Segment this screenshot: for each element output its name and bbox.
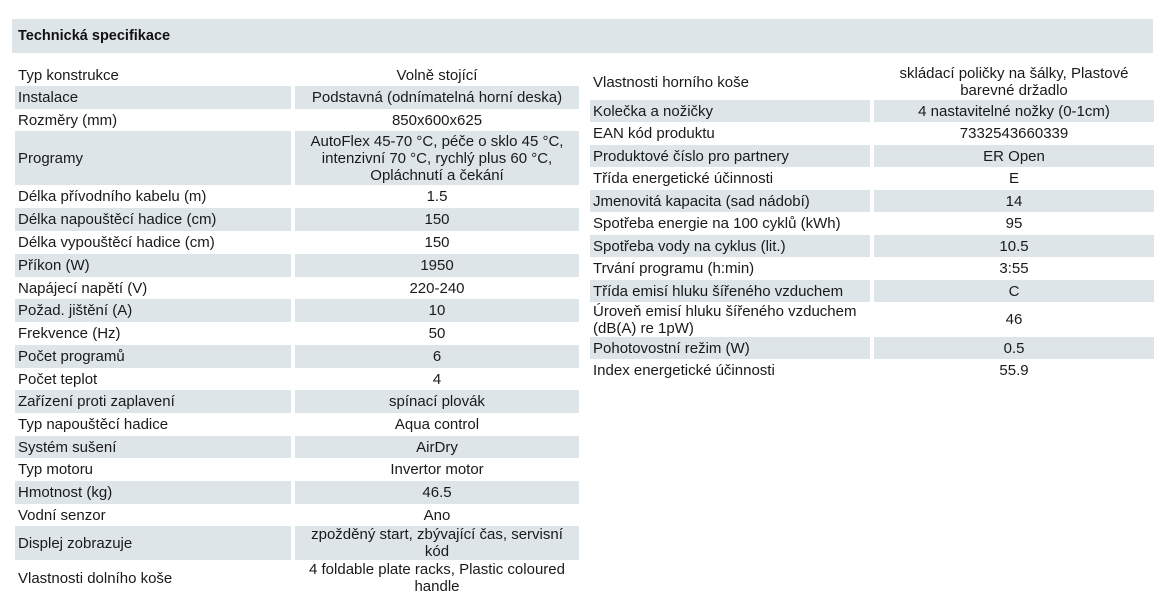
spec-value: Aqua control: [394, 416, 480, 433]
spec-value: 50: [428, 325, 446, 342]
spec-label: Programy: [15, 131, 291, 185]
spec-label: Třída emisí hluku šířeného vzduchem: [590, 280, 870, 302]
spec-label: Index energetické účinnosti: [593, 362, 775, 379]
right-spec-row: [590, 122, 1154, 145]
left-spec-row: [15, 526, 579, 560]
spec-value: 7332543660339: [959, 125, 1069, 142]
spec-label: Pohotovostní režim (W): [590, 337, 870, 359]
spec-label: Požad. jištění (A): [15, 299, 291, 322]
left-spec-row: [15, 368, 579, 390]
spec-value: Podstavná (odnímatelná horní deska): [295, 86, 579, 109]
left-spec-row: [15, 64, 579, 86]
spec-label: Instalace: [15, 86, 291, 109]
spec-label: Jmenovitá kapacita (sad nádobí): [590, 190, 870, 212]
spec-value: 10: [295, 299, 579, 322]
spec-label: Hmotnost (kg): [15, 481, 291, 504]
spec-value: 850x600x625: [391, 111, 483, 129]
spec-label: Spotřeba vody na cyklus (lit.): [590, 235, 870, 257]
spec-value: Ano: [423, 506, 451, 524]
spec-value: 150: [295, 208, 579, 231]
left-spec-row: [15, 322, 579, 345]
spec-label: EAN kód produktu: [593, 125, 715, 142]
left-spec-row: [15, 299, 579, 322]
spec-label: Úroveň emisí hluku šířeného vzduchem (dB(A) re 1pW): [593, 302, 857, 337]
spec-label: Délka napouštěcí hadice (cm): [15, 208, 291, 231]
right-spec-row: [590, 100, 1154, 122]
spec-value: Volně stojící: [396, 66, 478, 84]
spec-value: zpožděný start, zbývající čas, servisní kód: [295, 526, 579, 560]
left-spec-row: [15, 185, 579, 208]
spec-value: 0.5: [874, 337, 1154, 359]
left-spec-row: [15, 458, 579, 481]
spec-value: 4 foldable plate racks, Plastic coloured handle: [309, 561, 565, 595]
spec-value: skládací poličky na šálky, Plastové barevné držadlo: [899, 65, 1129, 99]
spec-value: 55.9: [999, 362, 1029, 379]
left-spec-row: [15, 86, 579, 109]
right-spec-row: [590, 64, 1154, 100]
spec-value: C: [874, 280, 1154, 302]
spec-label: Počet programů: [15, 345, 291, 368]
spec-value: 4: [432, 370, 442, 388]
left-spec-row: [15, 208, 579, 231]
right-spec-row: [590, 257, 1154, 280]
spec-label: Vlastnosti dolního koše: [18, 569, 173, 587]
spec-value: 4 nastavitelné nožky (0-1cm): [874, 100, 1154, 122]
spec-label: Příkon (W): [15, 254, 291, 277]
right-spec-row: [590, 145, 1154, 167]
spec-label: Displej zobrazuje: [15, 526, 291, 560]
right-spec-row: [590, 167, 1154, 190]
left-spec-row: [15, 131, 579, 185]
left-spec-row: [15, 277, 579, 299]
right-spec-row: [590, 302, 1154, 337]
spec-label: Kolečka a nožičky: [590, 100, 870, 122]
spec-value: 220-240: [409, 279, 465, 297]
spec-label: Typ motoru: [18, 461, 94, 478]
left-spec-row: [15, 504, 579, 526]
spec-label: Typ konstrukce: [18, 66, 119, 84]
spec-label: Délka vypouštěcí hadice (cm): [18, 234, 215, 251]
spec-label: Třída energetické účinnosti: [593, 170, 774, 187]
spec-value: Invertor motor: [390, 461, 484, 478]
right-spec-row: [590, 359, 1154, 382]
spec-value: AirDry: [295, 436, 579, 458]
left-spec-row: [15, 254, 579, 277]
spec-value: 14: [874, 190, 1154, 212]
spec-label: Produktové číslo pro partnery: [590, 145, 870, 167]
spec-label: Systém sušení: [15, 436, 291, 458]
spec-label: Typ napouštěcí hadice: [18, 416, 169, 433]
spec-value: E: [1008, 170, 1019, 187]
spec-label: Zařízení proti zaplavení: [15, 390, 291, 413]
left-spec-row: [15, 413, 579, 436]
spec-value: 10.5: [874, 235, 1154, 257]
spec-value: 1950: [295, 254, 579, 277]
right-spec-row: [590, 212, 1154, 235]
spec-value: ER Open: [874, 145, 1154, 167]
spec-label: Počet teplot: [18, 370, 98, 388]
left-spec-row: [15, 390, 579, 413]
spec-table-left: [15, 64, 579, 596]
spec-value: 95: [1005, 215, 1023, 232]
left-spec-row: [15, 481, 579, 504]
spec-value: spínací plovák: [295, 390, 579, 413]
spec-value: 1.5: [426, 188, 448, 205]
right-spec-row: [590, 235, 1154, 257]
spec-label: Frekvence (Hz): [18, 325, 121, 342]
right-spec-row: [590, 280, 1154, 302]
spec-label: Spotřeba energie na 100 cyklů (kWh): [593, 215, 841, 232]
spec-value: 150: [424, 234, 450, 251]
left-spec-row: [15, 436, 579, 458]
spec-value: 46.5: [295, 481, 579, 504]
left-spec-row: [15, 231, 579, 254]
left-spec-row: [15, 560, 579, 596]
spec-value: 46: [1005, 311, 1023, 328]
right-spec-row: [590, 190, 1154, 212]
right-spec-row: [590, 337, 1154, 359]
left-spec-row: [15, 109, 579, 131]
spec-value: 6: [295, 345, 579, 368]
spec-label: Délka přívodního kabelu (m): [18, 188, 207, 205]
spec-label: Vlastnosti horního koše: [593, 73, 749, 91]
spec-label: Vodní senzor: [18, 506, 106, 524]
spec-label: Trvání programu (h:min): [593, 260, 755, 277]
spec-label: Napájecí napětí (V): [18, 279, 148, 297]
spec-label: Rozměry (mm): [18, 111, 118, 129]
section-title: Technická specifikace: [12, 19, 1153, 53]
spec-value: AutoFlex 45-70 °C, péče o sklo 45 °C, intenzivní 70 °C, rychlý plus 60 °C, Opláchnutí a čekání: [295, 131, 579, 185]
spec-value: 3:55: [999, 260, 1029, 277]
left-spec-row: [15, 345, 579, 368]
spec-table-right: [590, 64, 1154, 382]
